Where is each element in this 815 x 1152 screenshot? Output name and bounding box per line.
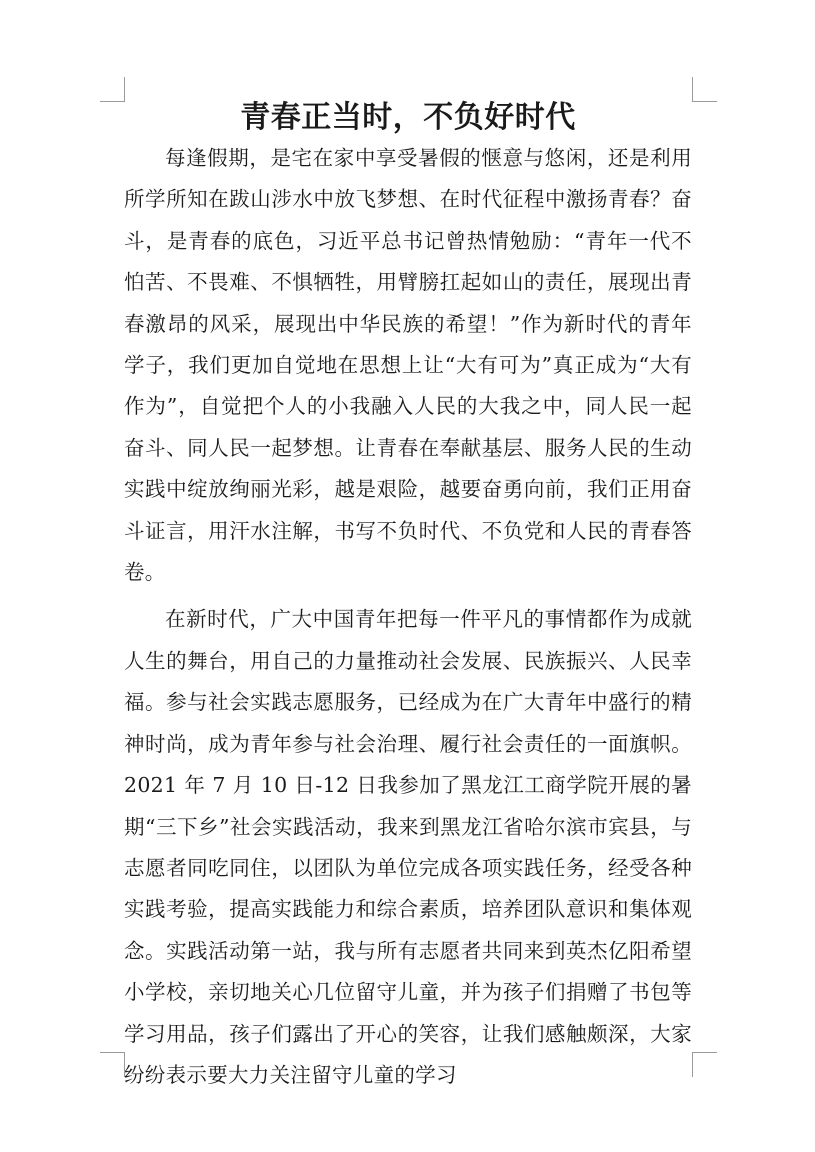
crop-mark-bottom-right: [692, 1052, 717, 1077]
crop-mark-bottom-left: [100, 1052, 125, 1077]
paragraph: 每逢假期，是宅在家中享受暑假的惬意与悠闲，还是利用所学所知在跋山涉水中放飞梦想、在时代征程中激扬青春？奋斗，是青春的底色，习近平总书记曾热情勉励：“青年一代不怕苦、不畏难、不惧牺牲，用臂膀扛起如山的责任，展现出青春激昂的风采，展现出中华民族的希望！”作为新时代的青年学子，我们更加自觉地在思想上让“大有可为”真正成为“大有作为”，自觉把个人的小我融入人民的大我之中，同人民一起奋斗、同人民一起梦想。让青春在奉献基层、服务人民的生动实践中绽放绚丽光彩，越是艰险，越要奋勇向前，我们正用奋斗证言，用汗水注解，书写不负时代、不负党和人民的青春答卷。: [124, 146, 692, 585]
crop-mark-top-left: [100, 77, 125, 102]
document-body: [124, 138, 692, 1102]
paragraph: 在新时代，广大中国青年把每一件平凡的事情都作为成就人生的舞台，用自己的力量推动社会发展、民族振兴、人民幸福。参与社会实践志愿服务，已经成为在广大青年中盛行的精神时尚，成为青年参与社会治理、履行社会责任的一面旗帜。2021 年 7 月 10 日-12 日我参加了黑龙江工商学院开展的暑期“三下乡”社会实践活动，我来到黑龙江省哈尔滨市宾县，与志愿者同吃同住，以团队为单位完成各项实践任务，经受各种实践考验，提高实践能力和综合素质，培养团队意识和集体观念。实践活动第一站，我与所有志愿者共同来到英杰亿阳希望小学校，亲切地关心几位留守儿童，并为孩子们捐赠了书包等学习用品，孩子们露出了开心的笑容，让我们感触颇深，大家纷纷表示要大力关注留守儿童的学习: [124, 607, 692, 1087]
crop-mark-top-right: [692, 77, 717, 102]
document-title: 青春正当时，不负好时代: [240, 100, 576, 135]
